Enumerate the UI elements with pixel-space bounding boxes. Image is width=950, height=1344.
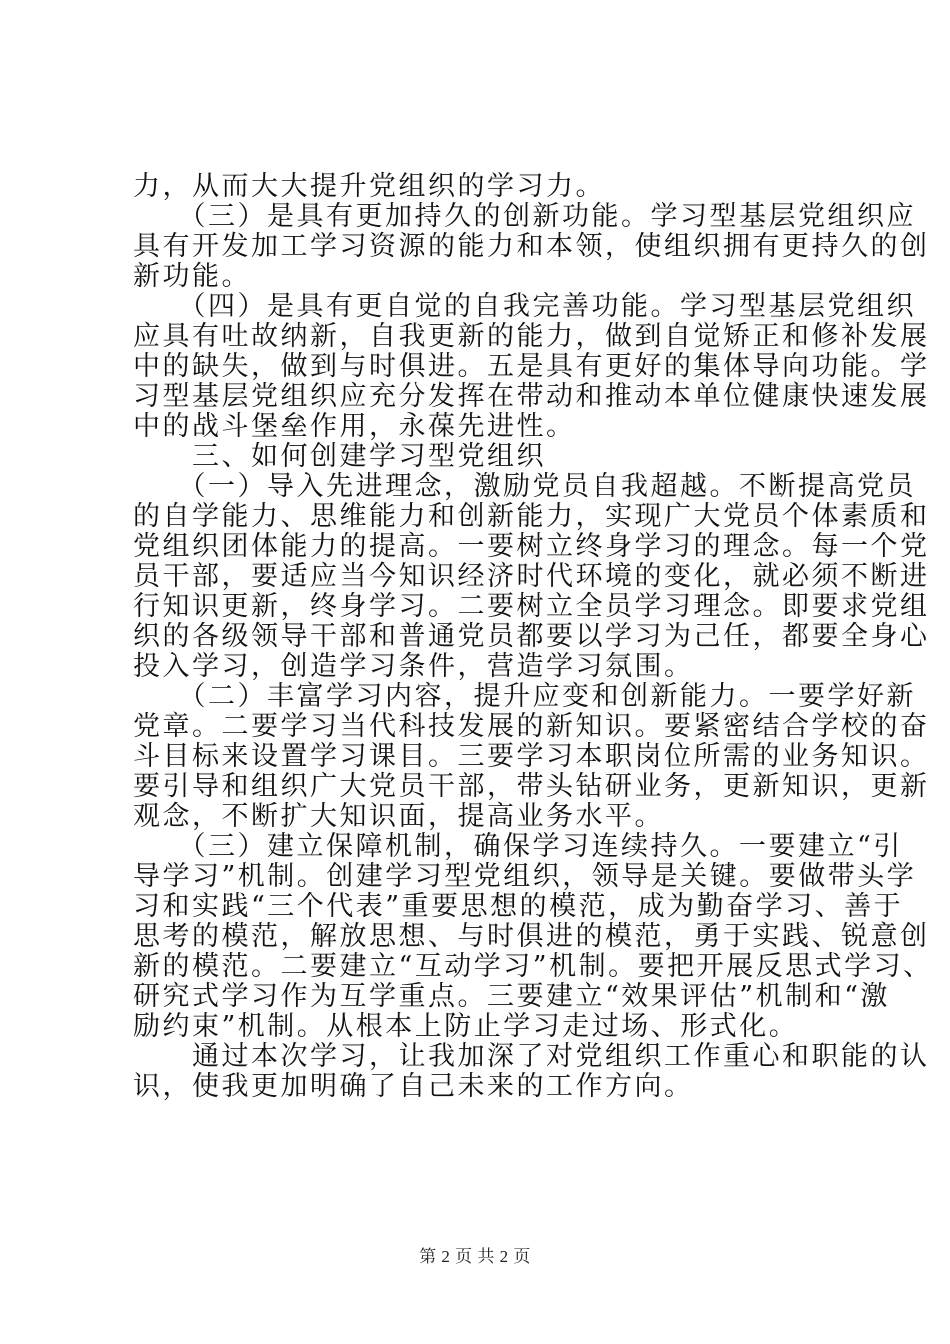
text-line: （三）建立保障机制，确保学习连续持久。一要建立“引 (133, 831, 903, 862)
page-number-footer: 第 2 页 共 2 页 (419, 1247, 531, 1266)
text-line: 斗目标来设置学习课目。三要学习本职岗位所需的业务知识。 (133, 741, 930, 772)
text-line: 行知识更新，终身学习。二要树立全员学习理念。即要求党组 (133, 591, 930, 622)
text-line: 习型基层党组织应充分发挥在带动和推动本单位健康快速发展 (133, 381, 930, 412)
text-line: 思考的模范，解放思想、与时俱进的模范，勇于实践、锐意创 (133, 921, 930, 952)
text-line: 的自学能力、思维能力和创新能力，实现广大党员个体素质和 (133, 501, 930, 532)
section-heading: 三、如何创建学习型党组织 (133, 441, 546, 472)
text-line: 应具有吐故纳新，自我更新的能力，做到自觉矫正和修补发展 (133, 321, 930, 352)
text-line: 具有开发加工学习资源的能力和本领，使组织拥有更持久的创 (133, 231, 930, 262)
text-line: （四）是具有更自觉的自我完善功能。学习型基层党组织 (133, 291, 916, 322)
text-line: 观念，不断扩大知识面，提高业务水平。 (133, 801, 664, 832)
text-line: 投入学习，创造学习条件，营造学习氛围。 (133, 651, 694, 682)
text-line: 党章。二要学习当代科技发展的新知识。要紧密结合学校的奋 (133, 711, 930, 742)
text-line: 织的各级领导干部和普通党员都要以学习为己任，都要全身心 (133, 621, 930, 652)
text-line: （三）是具有更加持久的创新功能。学习型基层党组织应 (133, 201, 916, 232)
text-line: 党组织团体能力的提高。一要树立终身学习的理念。每一个党 (133, 531, 930, 562)
text-line: 习和实践“三个代表”重要思想的模范，成为勤奋学习、善于 (133, 891, 904, 922)
text-line: 中的战斗堡垒作用，永葆先进性。 (133, 411, 576, 442)
text-line: 识，使我更加明确了自己未来的工作方向。 (133, 1071, 694, 1102)
text-line: 新的模范。二要建立“互动学习”机制。要把开展反思式学习、 (133, 951, 933, 982)
text-line: 力，从而大大提升党组织的学习力。 (133, 171, 605, 202)
text-line: 要引导和组织广大党员干部，带头钻研业务，更新知识，更新 (133, 771, 930, 802)
text-line: 中的缺失，做到与时俱进。五是具有更好的集体导向功能。学 (133, 351, 930, 382)
text-line: 励约束”机制。从根本上防止学习走过场、形式化。 (133, 1011, 799, 1042)
text-line: 导学习”机制。创建学习型党组织，领导是关键。要做带头学 (133, 861, 917, 892)
text-line: 研究式学习作为互学重点。三要建立“效果评估”机制和“激 (133, 981, 890, 1012)
text-line: 新功能。 (133, 261, 251, 292)
text-line: 员干部，要适应当今知识经济时代环境的变化，就必须不断进 (133, 561, 930, 592)
text-line: （一）导入先进理念，激励党员自我超越。不断提高党员 (133, 471, 916, 502)
text-line: （二）丰富学习内容，提升应变和创新能力。一要学好新 (133, 681, 916, 712)
text-line: 通过本次学习，让我加深了对党组织工作重心和职能的认 (133, 1041, 930, 1072)
document-body (133, 171, 933, 1102)
